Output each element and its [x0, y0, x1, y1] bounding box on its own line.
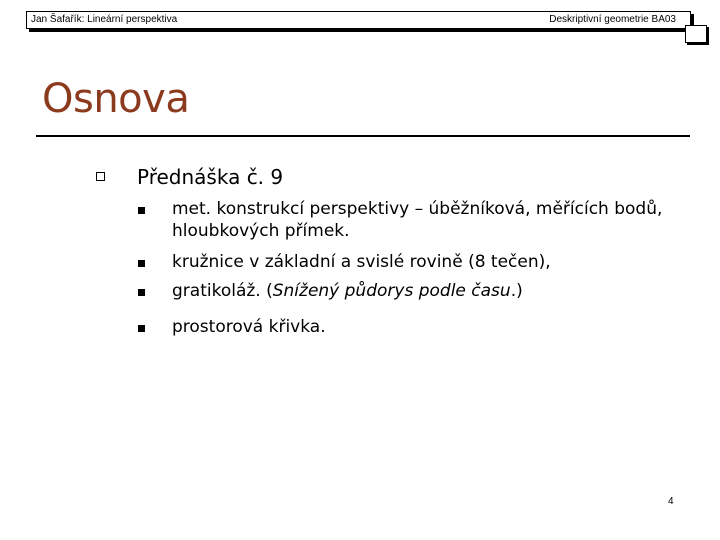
slide-header	[26, 11, 691, 29]
square-bullet-icon	[138, 260, 145, 267]
header-course: Deskriptivní geometrie BA03	[549, 14, 676, 25]
sub-item-1: met. konstrukcí perspektivy – úběžníková, měřících bodů, hloubkových přímek.	[172, 199, 663, 241]
page-number: 4	[668, 496, 674, 507]
sub-item-4: prostorová křivka.	[172, 317, 326, 337]
slide-title: Osnova	[42, 76, 190, 122]
sub-item-3-italic: Snížený půdorys podle času	[272, 281, 511, 301]
header-author-title: Jan Šafařík: Lineární perspektiva	[31, 14, 178, 25]
header-corner-box	[685, 25, 707, 43]
sub-item-3-suffix: .)	[510, 281, 523, 301]
title-divider	[36, 135, 690, 137]
square-bullet-icon	[138, 325, 145, 332]
square-bullet-icon	[138, 289, 145, 296]
square-outline-bullet-icon	[96, 172, 105, 181]
square-bullet-icon	[138, 207, 145, 214]
main-item-text: Přednáška č. 9	[137, 165, 284, 189]
sub-item-3-prefix: gratikoláž. (	[172, 281, 273, 301]
sub-item-2: kružnice v základní a svislé rovině (8 tečen),	[172, 252, 551, 272]
sub-item-3	[172, 280, 692, 302]
